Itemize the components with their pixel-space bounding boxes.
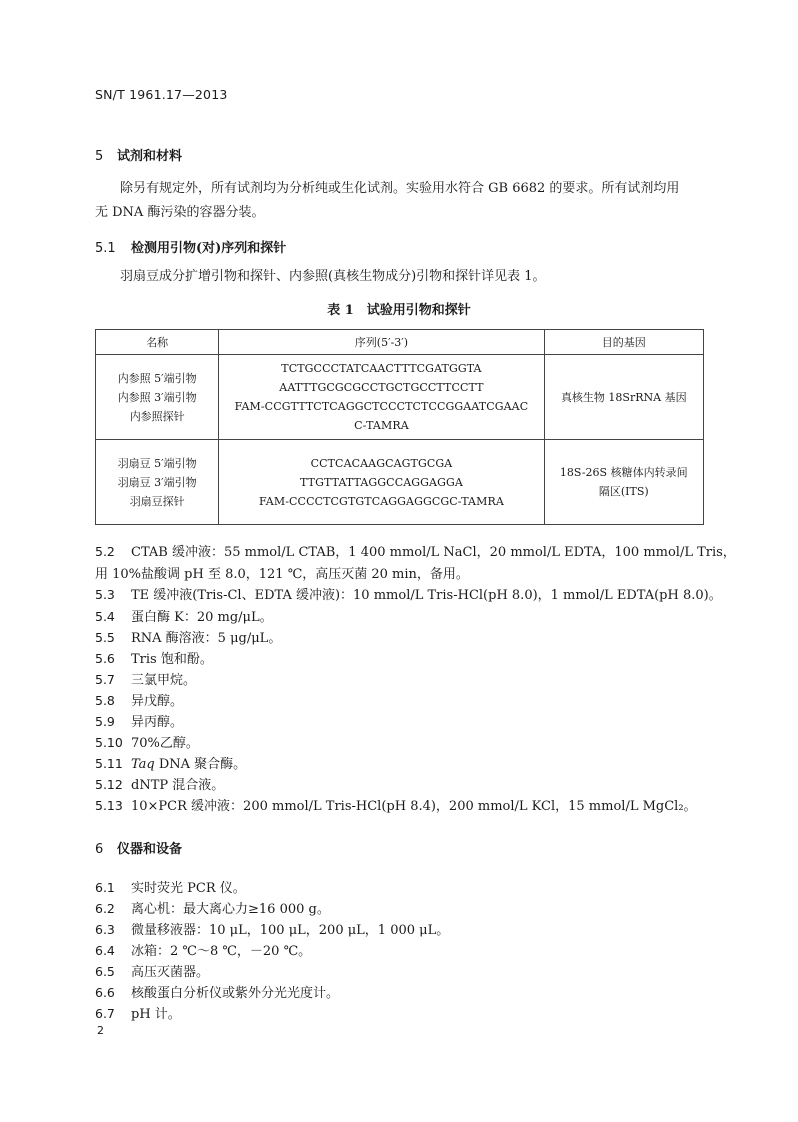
list-item bbox=[95, 898, 330, 917]
item-number: 6.3 bbox=[95, 922, 115, 937]
item-number: 6.5 bbox=[95, 964, 115, 979]
section-number: 5 bbox=[95, 149, 104, 164]
primer-name: 内参照 5′端引物 bbox=[117, 371, 197, 385]
list-item bbox=[95, 541, 736, 560]
item-text: TE 缓冲液(Tris-Cl、EDTA 缓冲液)：10 mmol/L Tris-HCl(pH 8.0)，1 mmol/L EDTA(pH 8.0)。 bbox=[131, 588, 722, 603]
list-item bbox=[95, 669, 196, 688]
sequence-line: TTGTTATTAGGCCAGGAGGA bbox=[300, 475, 463, 489]
subsection-title: 检测用引物(对)序列和探针 bbox=[131, 241, 287, 256]
list-item bbox=[95, 732, 199, 751]
item-text: 冰箱：2 ℃～8 ℃，－20 ℃。 bbox=[131, 944, 312, 959]
primer-name: 羽扇豆 3′端引物 bbox=[117, 475, 197, 489]
item-number: 5.13 bbox=[95, 798, 123, 813]
item-text: 70%乙醇。 bbox=[131, 736, 199, 751]
item-number: 5.10 bbox=[95, 735, 123, 750]
sequence-line: CCTCACAAGCAGTGCGA bbox=[310, 456, 453, 470]
item-number: 5.9 bbox=[95, 714, 115, 729]
item-number: 6.1 bbox=[95, 880, 115, 895]
list-item bbox=[95, 606, 273, 625]
table-row bbox=[96, 355, 704, 440]
item-number: 5.2 bbox=[95, 544, 115, 559]
item-number: 5.3 bbox=[95, 587, 115, 602]
list-item bbox=[95, 648, 213, 667]
list-item bbox=[95, 1003, 181, 1022]
list-item bbox=[95, 584, 722, 603]
section-5-intro-line1: 除另有规定外，所有试剂均为分析纯或生化试剂。实验用水符合 GB 6682 的要求。所有试剂均用 bbox=[120, 181, 680, 196]
table-header-row bbox=[96, 330, 704, 355]
table-1-caption: 表 1 试验用引物和探针 bbox=[327, 303, 471, 318]
item-text: 蛋白酶 K：20 mg/μL。 bbox=[131, 610, 273, 625]
list-item bbox=[95, 982, 339, 1001]
sequence-line: FAM-CCGTTTCTCAGGCTCCCTCTCCGGAATCGAAC bbox=[234, 400, 529, 413]
item-number: 5.7 bbox=[95, 672, 115, 687]
sequence-line: AATTTGCGCGCCTGCTGCCTTCCTT bbox=[279, 381, 484, 394]
item-text: RNA 酶溶液：5 μg/μL。 bbox=[131, 631, 282, 646]
item-text: 离心机：最大离心力≥16 000 g。 bbox=[131, 902, 330, 917]
list-item bbox=[95, 940, 311, 959]
table-1 bbox=[95, 329, 704, 525]
list-item bbox=[95, 919, 449, 938]
list-item bbox=[95, 627, 281, 646]
item-number: 5.4 bbox=[95, 609, 115, 624]
table-cell-names bbox=[96, 440, 219, 525]
table-row bbox=[96, 440, 704, 525]
list-item bbox=[95, 961, 209, 980]
list-item bbox=[95, 711, 183, 730]
item-text: 高压灭菌器。 bbox=[131, 965, 210, 980]
table-cell-gene bbox=[544, 440, 703, 525]
document-code: SN/T 1961.17—2013 bbox=[95, 87, 228, 102]
list-item bbox=[95, 753, 246, 772]
item-number: 5.5 bbox=[95, 630, 115, 645]
item-text: 10×PCR 缓冲液：200 mmol/L Tris-HCl(pH 8.4)，200 mmol/L KCl，15 mmol/L MgCl₂。 bbox=[131, 799, 697, 814]
probe-name: 内参照探针 bbox=[129, 409, 185, 423]
section-5-intro-line2: 无 DNA 酶污染的容器分装。 bbox=[95, 205, 265, 220]
section-number: 6 bbox=[95, 842, 104, 857]
subsection-5-1-heading bbox=[95, 237, 286, 256]
item-text: pH 计。 bbox=[131, 1007, 181, 1022]
section-title: 试剂和材料 bbox=[117, 149, 183, 164]
item-number: 5.8 bbox=[95, 693, 115, 708]
item-text: DNA 聚合酶。 bbox=[154, 757, 247, 772]
primer-name: 内参照 3′端引物 bbox=[117, 390, 197, 404]
item-text: CTAB 缓冲液：55 mmol/L CTAB，1 400 mmol/L NaCl，20 mmol/L EDTA，100 mmol/L Tris， bbox=[131, 545, 736, 560]
item-number: 6.7 bbox=[95, 1006, 115, 1021]
item-number: 5.6 bbox=[95, 651, 115, 666]
table-cell-gene bbox=[544, 355, 703, 440]
item-number: 5.11 bbox=[95, 756, 123, 771]
section-title: 仪器和设备 bbox=[117, 842, 183, 857]
gene-line: 18S-26S 核糖体内转录间 bbox=[559, 466, 688, 479]
gene-line: 隔区(ITS) bbox=[598, 485, 649, 498]
item-text: 微量移液器：10 μL，100 μL，200 μL，1 000 μL。 bbox=[131, 923, 450, 938]
item-text: 核酸蛋白分析仪或紫外分光光度计。 bbox=[131, 986, 340, 1001]
subsection-5-1-text: 羽扇豆成分扩增引物和探针、内参照(真核生物成分)引物和探针详见表 1。 bbox=[120, 269, 546, 284]
sequence-line: C-TAMRA bbox=[354, 419, 409, 432]
list-item-continuation: 用 10%盐酸调 pH 至 8.0，121 ℃，高压灭菌 20 min，备用。 bbox=[95, 567, 469, 582]
item-text-italic: Taq bbox=[131, 757, 155, 772]
item-number: 6.6 bbox=[95, 985, 115, 1000]
list-item bbox=[95, 795, 697, 814]
item-number: 6.2 bbox=[95, 901, 115, 916]
item-text: 异丙醇。 bbox=[131, 715, 184, 730]
list-item bbox=[95, 774, 224, 793]
table-header-sequence: 序列(5′-3′) bbox=[219, 330, 544, 355]
probe-name: 羽扇豆探针 bbox=[129, 494, 185, 508]
list-item bbox=[95, 690, 183, 709]
subsection-number: 5.1 bbox=[95, 241, 116, 256]
item-number: 6.4 bbox=[95, 943, 115, 958]
table-header-target-gene: 目的基因 bbox=[544, 330, 703, 355]
gene-line: 真核生物 18SrRNA 基因 bbox=[560, 390, 687, 404]
item-text: 实时荧光 PCR 仪。 bbox=[131, 881, 246, 896]
table-cell-names bbox=[96, 355, 219, 440]
item-number: 5.12 bbox=[95, 777, 123, 792]
item-text: dNTP 混合液。 bbox=[131, 778, 225, 793]
sequence-line: TCTGCCCTATCAACTTTCGATGGTA bbox=[281, 362, 482, 375]
page-number: 2 bbox=[97, 1024, 104, 1037]
table-cell-sequences bbox=[219, 440, 544, 525]
table-cell-sequences bbox=[219, 355, 544, 440]
item-text: Tris 饱和酚。 bbox=[131, 652, 213, 667]
item-text: 三氯甲烷。 bbox=[131, 673, 197, 688]
section-6-heading bbox=[95, 838, 182, 857]
item-text: 异戊醇。 bbox=[131, 694, 184, 709]
sequence-line: FAM-CCCCTCGTGTCAGGAGGCGC-TAMRA bbox=[259, 494, 504, 508]
list-item bbox=[95, 877, 246, 896]
primer-name: 羽扇豆 5′端引物 bbox=[117, 456, 197, 470]
table-header-name: 名称 bbox=[96, 330, 219, 355]
section-5-heading bbox=[95, 145, 182, 164]
